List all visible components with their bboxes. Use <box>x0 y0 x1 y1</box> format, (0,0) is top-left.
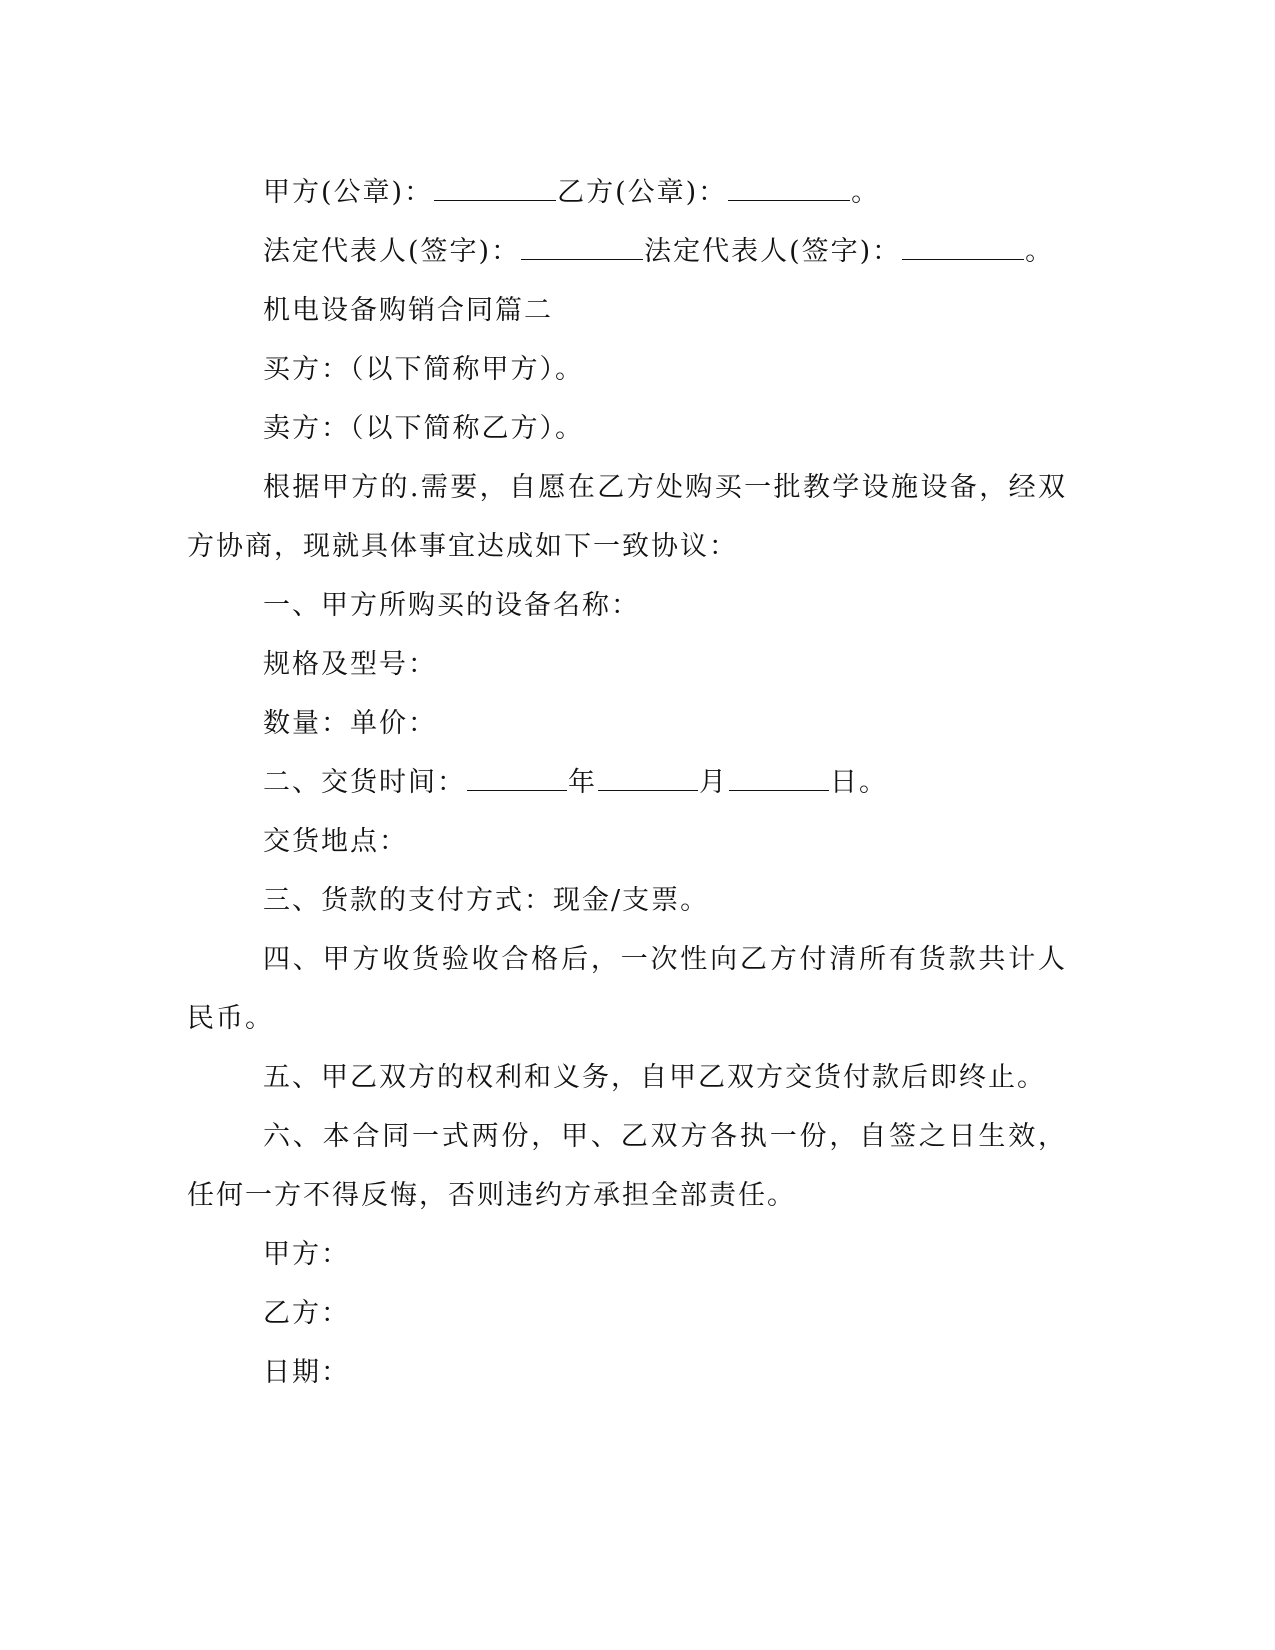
seal-line-end: 。 <box>851 177 881 208</box>
clause-5: 五、甲乙双方的权利和义务，自甲乙双方交货付款后即终止。 <box>263 1062 1046 1093</box>
legal-rep-line-end: 。 <box>1025 236 1055 267</box>
seller-line: 卖方：（以下简称乙方）。 <box>263 413 584 444</box>
spec-line: 规格及型号： <box>263 649 437 680</box>
legal-rep-a-label: 法定代表人(签字)： <box>263 236 521 267</box>
legal-rep-b-label: 法定代表人(签字)： <box>644 236 902 267</box>
clause-2-delivery-time <box>187 753 1067 812</box>
delivery-place-line: 交货地点： <box>263 826 408 857</box>
legal-rep-line <box>187 222 1067 281</box>
party-b-seal-blank <box>728 174 850 201</box>
contract-body <box>187 163 1067 1402</box>
party-seal-line <box>187 163 1067 222</box>
month-blank <box>598 764 698 791</box>
buyer-line: 买方：（以下简称甲方）。 <box>263 354 584 385</box>
party-a-seal-label: 甲方(公章)： <box>263 177 434 208</box>
clause-6: 六、本合同一式两份，甲、乙双方各执一份，自签之日生效，任何一方不得反悔，否则违约方承担全部责任。 <box>187 1121 1067 1211</box>
sign-date: 日期： <box>263 1357 350 1388</box>
clause-1: 一、甲方所购买的设备名称： <box>263 590 640 621</box>
party-b-seal-label: 乙方(公章)： <box>557 177 728 208</box>
year-label: 年 <box>568 767 597 798</box>
clause-4: 四、甲方收货验收合格后，一次性向乙方付清所有货款共计人民币。 <box>187 944 1067 1034</box>
section-title: 机电设备购销合同篇二 <box>263 295 553 326</box>
clause-3: 三、货款的支付方式：现金/支票。 <box>263 885 710 916</box>
sign-party-a: 甲方： <box>263 1239 350 1270</box>
legal-rep-a-blank <box>521 233 643 260</box>
legal-rep-b-blank <box>902 233 1024 260</box>
year-blank <box>467 764 567 791</box>
quantity-price-line: 数量：单价： <box>263 708 437 739</box>
delivery-time-label: 二、交货时间： <box>263 767 466 798</box>
day-blank <box>729 764 829 791</box>
sign-party-b: 乙方： <box>263 1298 350 1329</box>
party-a-seal-blank <box>434 174 556 201</box>
intro-paragraph: 根据甲方的.需要，自愿在乙方处购买一批教学设施设备，经双方协商，现就具体事宜达成如下一致协议： <box>187 472 1067 562</box>
day-label: 日。 <box>830 767 888 798</box>
month-label: 月 <box>699 767 728 798</box>
